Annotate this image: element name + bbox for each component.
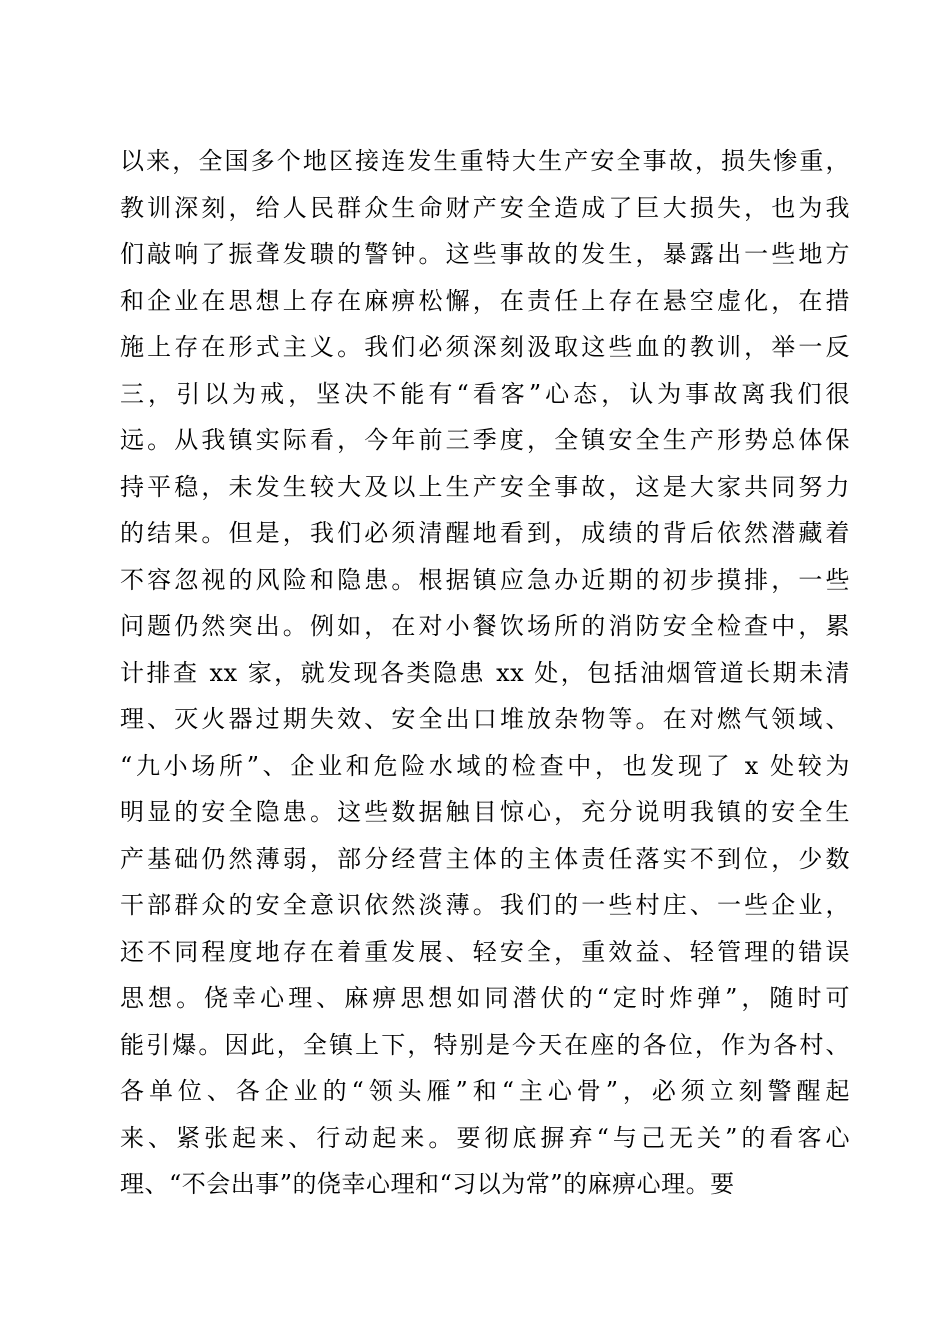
- body-text: [120, 138, 850, 1208]
- text-line: 远。从我镇实际看，今年前三季度，全镇安全生产形势总体保: [120, 426, 850, 454]
- text-line: 干部群众的安全意识依然淡薄。我们的一些村庄、一些企业，: [120, 891, 850, 919]
- text-line: 各单位、各企业的“领头雁”和“主心骨”，必须立刻警醒起: [120, 1077, 850, 1105]
- text-line: 们敲响了振聋发聩的警钟。这些事故的发生，暴露出一些地方: [120, 240, 850, 268]
- text-line: 计排查 xx 家，就发现各类隐患 xx 处，包括油烟管道长期未清: [120, 658, 850, 687]
- text-line: 和企业在思想上存在麻痹松懈，在责任上存在悬空虚化，在措: [120, 286, 850, 315]
- text-line: 持平稳，未发生较大及以上生产安全事故，这是大家共同努力: [120, 472, 850, 501]
- text-line: 不容忽视的风险和隐患。根据镇应急办近期的初步摸排，一些: [120, 565, 850, 594]
- text-line: 理、“不会出事”的侥幸心理和“习以为常”的麻痹心理。要: [120, 1170, 735, 1198]
- text-line: “九小场所”、企业和危险水域的检查中，也发现了 x 处较为: [120, 751, 850, 780]
- text-line: 教训深刻，给人民群众生命财产安全造成了巨大损失，也为我: [120, 193, 850, 222]
- text-line: 问题仍然突出。例如，在对小餐饮场所的消防安全检查中，累: [120, 612, 850, 640]
- text-line: 来、紧张起来、行动起来。要彻底摒弃“与己无关”的看客心: [120, 1123, 850, 1152]
- text-line: 的结果。但是，我们必须清醒地看到，成绩的背后依然潜藏着: [120, 519, 850, 547]
- text-line: 以来，全国多个地区接连发生重特大生产安全事故，损失惨重，: [120, 147, 850, 175]
- text-line: 理、灭火器过期失效、安全出口堆放杂物等。在对燃气领域、: [120, 705, 850, 733]
- text-line: 产基础仍然薄弱，部分经营主体的主体责任落实不到位，少数: [120, 844, 850, 873]
- text-line: 明显的安全隐患。这些数据触目惊心，充分说明我镇的安全生: [120, 798, 850, 826]
- text-line: 三，引以为戒，坚决不能有“看客”心态，认为事故离我们很: [120, 379, 850, 408]
- text-line: 施上存在形式主义。我们必须深刻汲取这些血的教训，举一反: [120, 333, 850, 361]
- text-line: 还不同程度地存在着重发展、轻安全，重效益、轻管理的错误: [120, 937, 850, 966]
- text-line: 思想。侥幸心理、麻痹思想如同潜伏的“定时炸弹”，随时可: [120, 984, 850, 1012]
- text-line: 能引爆。因此，全镇上下，特别是今天在座的各位，作为各村、: [120, 1030, 850, 1059]
